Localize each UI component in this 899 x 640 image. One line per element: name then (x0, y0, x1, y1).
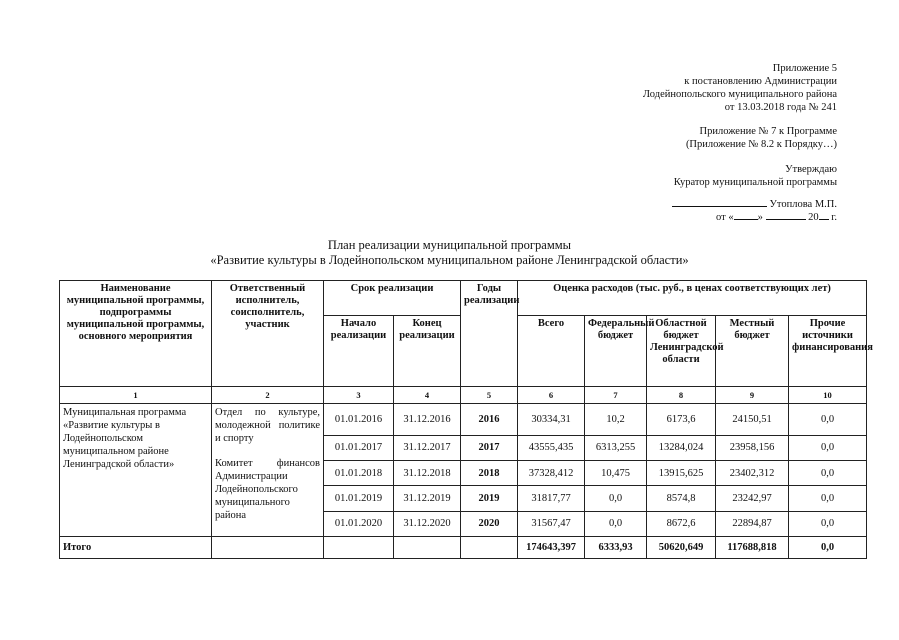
totals-empty (212, 537, 324, 559)
other-value: 0,0 (789, 460, 867, 485)
local-value: 22894,87 (716, 511, 789, 536)
decree-line: к постановлению Администрации (684, 76, 837, 87)
approval-block (674, 163, 837, 189)
year: 2020 (461, 511, 518, 536)
date-mid: » (757, 212, 763, 223)
col-num-6: 6 (518, 387, 585, 404)
local-value: 24150,51 (716, 404, 789, 436)
total-value: 31567,47 (518, 511, 585, 536)
end-date: 31.12.2017 (394, 435, 461, 460)
document-title (0, 238, 899, 268)
regional-value: 8672,6 (647, 511, 716, 536)
header-executor: Ответственный исполнитель, соисполнитель, участник (212, 281, 324, 387)
federal-value: 0,0 (585, 511, 647, 536)
header-local: Местный бюджет (716, 316, 789, 387)
title-line-1: План реализации муниципальной программы (327, 238, 572, 252)
signature-block (672, 198, 837, 224)
date-year: 20 (808, 212, 819, 223)
regional-value: 13915,625 (647, 460, 716, 485)
date-month-blank (766, 219, 806, 220)
header-regional: Областной бюджет Ленинградской области (647, 316, 716, 387)
totals-total: 174643,397 (518, 537, 585, 559)
signature-date (672, 211, 837, 224)
col-num-7: 7 (585, 387, 647, 404)
totals-regional: 50620,649 (647, 537, 716, 559)
col-num-10: 10 (789, 387, 867, 404)
date-year-blank (819, 219, 829, 220)
total-value: 31817,77 (518, 486, 585, 511)
col-num-5: 5 (461, 387, 518, 404)
local-value: 23402,312 (716, 460, 789, 485)
approve-label: Утверждаю (785, 164, 837, 175)
totals-empty (324, 537, 394, 559)
appendix-header (643, 62, 837, 114)
regional-value: 13284,024 (647, 435, 716, 460)
header-name: Наименование муниципальной программы, подпрограммы муниципальной программы, основного мероприятия (60, 281, 212, 387)
local-value: 23958,156 (716, 435, 789, 460)
start-date: 01.01.2017 (324, 435, 394, 460)
table-row (60, 404, 867, 436)
totals-empty (461, 537, 518, 559)
order-appendix: (Приложение № 8.2 к Порядку…) (685, 139, 837, 150)
federal-value: 10,475 (585, 460, 647, 485)
col-num-3: 3 (324, 387, 394, 404)
year: 2016 (461, 404, 518, 436)
col-num-9: 9 (716, 387, 789, 404)
start-date: 01.01.2020 (324, 511, 394, 536)
curator-label: Куратор муниципальной программы (673, 177, 837, 188)
federal-value: 10,2 (585, 404, 647, 436)
executor-2: Комитет финансов Администрации Лодейнопольского муниципального района (215, 458, 320, 521)
regional-value: 8574,8 (647, 486, 716, 511)
signature-blank (672, 206, 767, 207)
local-value: 23242,97 (716, 486, 789, 511)
district-line: Лодейнопольского муниципального района (642, 89, 837, 100)
signer-name: Утоплова М.П. (769, 199, 837, 210)
header-years: Годы реализации (461, 281, 518, 387)
header-end: Конец реализации (394, 316, 461, 387)
end-date: 31.12.2016 (394, 404, 461, 436)
totals-empty (394, 537, 461, 559)
plan-table (59, 280, 873, 559)
col-num-1: 1 (60, 387, 212, 404)
other-value: 0,0 (789, 511, 867, 536)
program-appendix-block (686, 125, 837, 151)
header-term: Срок реализации (324, 281, 461, 316)
header-row-1 (60, 281, 867, 316)
end-date: 31.12.2020 (394, 511, 461, 536)
other-value: 0,0 (789, 404, 867, 436)
signature-line (672, 198, 837, 211)
totals-label: Итого (60, 537, 212, 559)
appendix-label: Приложение 5 (772, 63, 837, 74)
column-number-row (60, 387, 867, 404)
executor-1: Отдел по культуре, молодежной политике и спорту (215, 407, 320, 444)
header-total: Всего (518, 316, 585, 387)
header-federal: Федеральный бюджет (585, 316, 647, 387)
start-date: 01.01.2019 (324, 486, 394, 511)
end-date: 31.12.2019 (394, 486, 461, 511)
end-date: 31.12.2018 (394, 460, 461, 485)
other-value: 0,0 (789, 435, 867, 460)
totals-federal: 6333,93 (585, 537, 647, 559)
year: 2019 (461, 486, 518, 511)
decree-date: от 13.03.2018 года № 241 (724, 102, 837, 113)
totals-row (60, 537, 867, 559)
header-costs: Оценка расходов (тыс. руб., в ценах соответствующих лет) (518, 281, 867, 316)
program-appendix: Приложение № 7 к Программе (699, 126, 837, 137)
program-name-cell: Муниципальная программа «Развитие культуры в Лодейнопольском муниципальном районе Ленинградской области» (60, 404, 212, 537)
total-value: 43555,435 (518, 435, 585, 460)
executor-cell (212, 404, 324, 537)
total-value: 37328,412 (518, 460, 585, 485)
totals-other: 0,0 (789, 537, 867, 559)
federal-value: 0,0 (585, 486, 647, 511)
other-value: 0,0 (789, 486, 867, 511)
date-suffix: г. (831, 212, 837, 223)
col-num-4: 4 (394, 387, 461, 404)
header-start: Начало реализации (324, 316, 394, 387)
col-num-8: 8 (647, 387, 716, 404)
col-num-2: 2 (212, 387, 324, 404)
year: 2017 (461, 435, 518, 460)
totals-local: 117688,818 (716, 537, 789, 559)
header-other: Прочие источники финансирования (789, 316, 867, 387)
title-line-2: «Развитие культуры в Лодейнопольском муниципальном районе Ленинградской области» (210, 253, 689, 267)
federal-value: 6313,255 (585, 435, 647, 460)
regional-value: 6173,6 (647, 404, 716, 436)
date-prefix: от « (716, 212, 734, 223)
start-date: 01.01.2016 (324, 404, 394, 436)
date-day-blank (734, 219, 758, 220)
start-date: 01.01.2018 (324, 460, 394, 485)
year: 2018 (461, 460, 518, 485)
total-value: 30334,31 (518, 404, 585, 436)
